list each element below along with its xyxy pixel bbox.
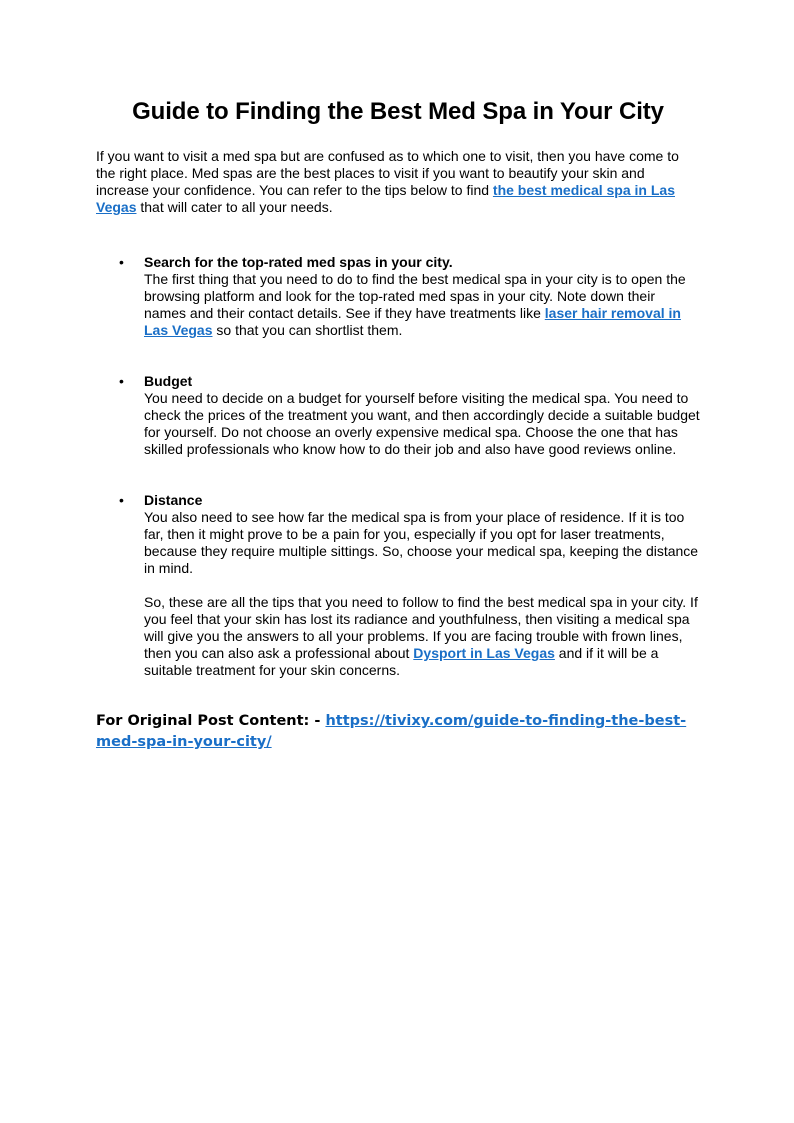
- source-footer: [96, 711, 700, 753]
- tip-title: Search for the top-rated med spas in your city.: [144, 254, 453, 270]
- bullet-icon: •: [119, 373, 124, 389]
- document-page: [96, 96, 700, 753]
- footer-label: For Original Post Content: -: [96, 713, 326, 729]
- tip-text-before: The first thing that you need to do to find the best medical spa in your city is to open the browsing platform and look for the top-rated med spas in your city. Note down their names and their contact details. See if they have treatments like: [144, 271, 686, 321]
- tip-title: Budget: [144, 373, 193, 389]
- page-title: Guide to Finding the Best Med Spa in Your City: [132, 98, 664, 125]
- closing-text-before: So, these are all the tips that you need to follow to find the best medical spa in your city. If you feel that your skin has lost its radiance and youthfulness, then visiting a medical spa will give you the answers to all your problems. If you are facing trouble with frown lines, then you can also ask a professional about: [144, 594, 698, 661]
- tip-title: Distance: [144, 492, 203, 508]
- list-item: [96, 254, 700, 339]
- bullet-icon: •: [119, 492, 124, 508]
- tip-body: You need to decide on a budget for yourself before visiting the medical spa. You need to check the prices of the treatment you want, and then accordingly decide a suitable budget for yourself. Do not choose an overly expensive medical spa. Choose the one that has skilled professionals who know how to do their job and also have good reviews online.: [144, 390, 700, 457]
- list-item: [96, 492, 700, 577]
- intro-paragraph: [96, 148, 700, 216]
- laser-hair-removal-link[interactable]: laser hair removal in Las Vegas: [144, 305, 681, 338]
- closing-text-after: and if it will be a suitable treatment for your skin concerns.: [144, 645, 659, 678]
- tip-body: You also need to see how far the medical spa is from your place of residence. If it is too far, then it might prove to be a pain for you, especially if you opt for laser treatments, because they require multiple sittings. So, choose your medical spa, keeping the distance in mind.: [144, 509, 699, 576]
- bullet-icon: •: [119, 254, 124, 270]
- intro-text-before: If you want to visit a med spa but are confused as to which one to visit, then you have come to the right place. Med spas are the best places to visit if you want to beautify your skin and increase your confidence. You can refer to the tips below to find: [96, 148, 679, 198]
- tip-body: [144, 271, 700, 339]
- tips-list: [96, 254, 700, 577]
- original-post-link[interactable]: https://tivixy.com/guide-to-finding-the-best-med-spa-in-your-city/: [96, 713, 687, 750]
- list-item: [96, 373, 700, 458]
- intro-text-after: that will cater to all your needs.: [136, 199, 333, 215]
- best-medical-spa-link[interactable]: the best medical spa in Las Vegas: [96, 182, 675, 215]
- dysport-link[interactable]: Dysport in Las Vegas: [413, 645, 555, 661]
- tip-text-after: so that you can shortlist them.: [212, 322, 403, 338]
- closing-paragraph: [96, 594, 700, 679]
